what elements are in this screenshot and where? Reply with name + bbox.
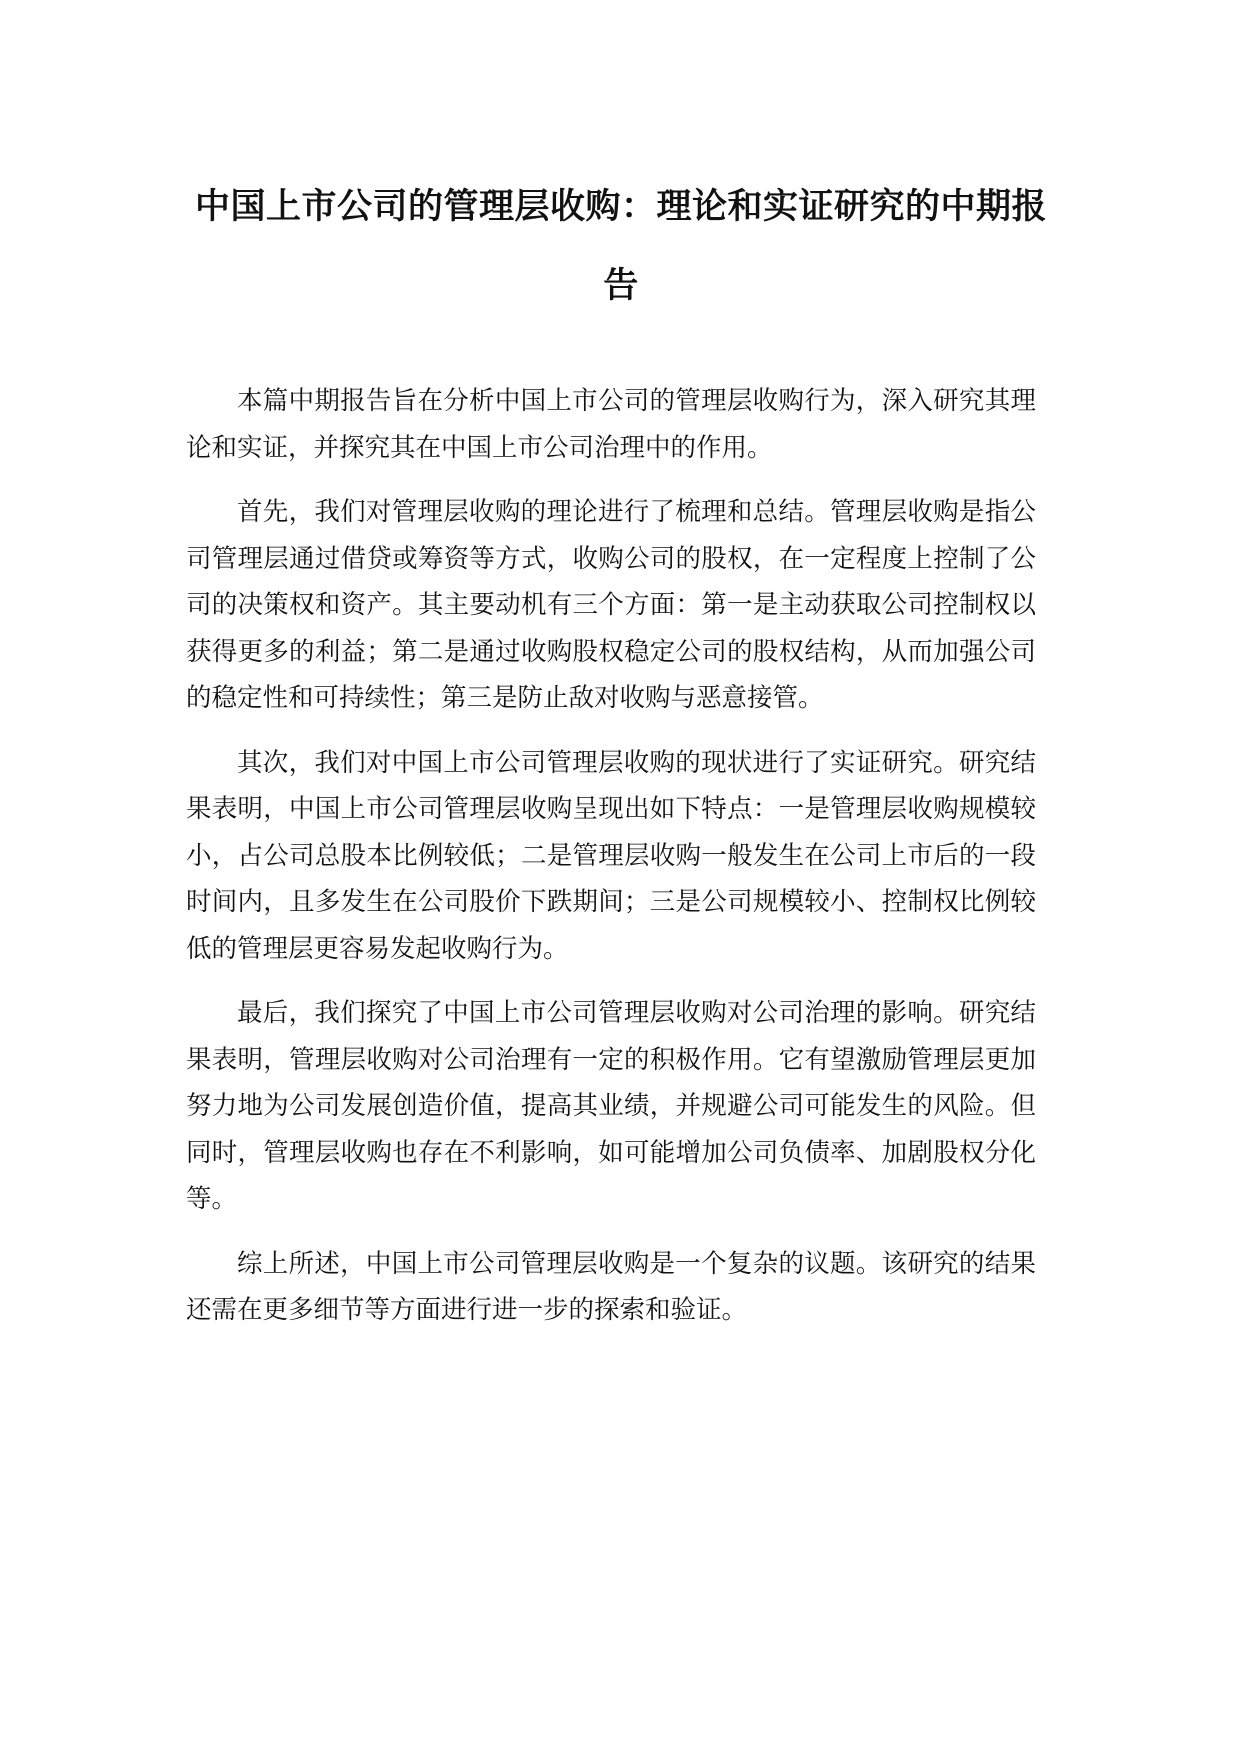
document-body [186,378,1036,1352]
paragraph-intro: 本篇中期报告旨在分析中国上市公司的管理层收购行为，深入研究其理论和实证，并探究其在中国上市公司治理中的作用。 [186,386,1036,463]
paragraph-conclusion: 综上所述，中国上市公司管理层收购是一个复杂的议题。该研究的结果还需在更多细节等方面进行进一步的探索和验证。 [186,1248,1036,1325]
paragraph-governance: 最后，我们探究了中国上市公司管理层收购对公司治理的影响。研究结果表明，管理层收购对公司治理有一定的积极作用。它有望激励管理层更加努力地为公司发展创造价值，提高其业绩，并规避公司可能发生的风险。但同时，管理层收购也存在不利影响，如可能增加公司负债率、加剧股权分化等。 [186,998,1036,1214]
paragraph-theory: 首先，我们对管理层收购的理论进行了梳理和总结。管理层收购是指公司管理层通过借贷或筹资等方式，收购公司的股权，在一定程度上控制了公司的决策权和资产。其主要动机有三个方面：第一是主动获取公司控制权以获得更多的利益；第二是通过收购股权稳定公司的股权结构，从而加强公司的稳定性和可持续性；第三是防止敌对收购与恶意接管。 [186,497,1036,713]
document-title: 中国上市公司的管理层收购：理论和实证研究的中期报告 [194,187,1047,306]
paragraph-empirical: 其次，我们对中国上市公司管理层收购的现状进行了实证研究。研究结果表明，中国上市公司管理层收购呈现出如下特点：一是管理层收购规模较小，占公司总股本比例较低；二是管理层收购一般发生在公司上市后的一段时间内，且多发生在公司股价下跌期间；三是公司规模较小、控制权比例较低的管理层更容易发起收购行为。 [186,747,1036,964]
